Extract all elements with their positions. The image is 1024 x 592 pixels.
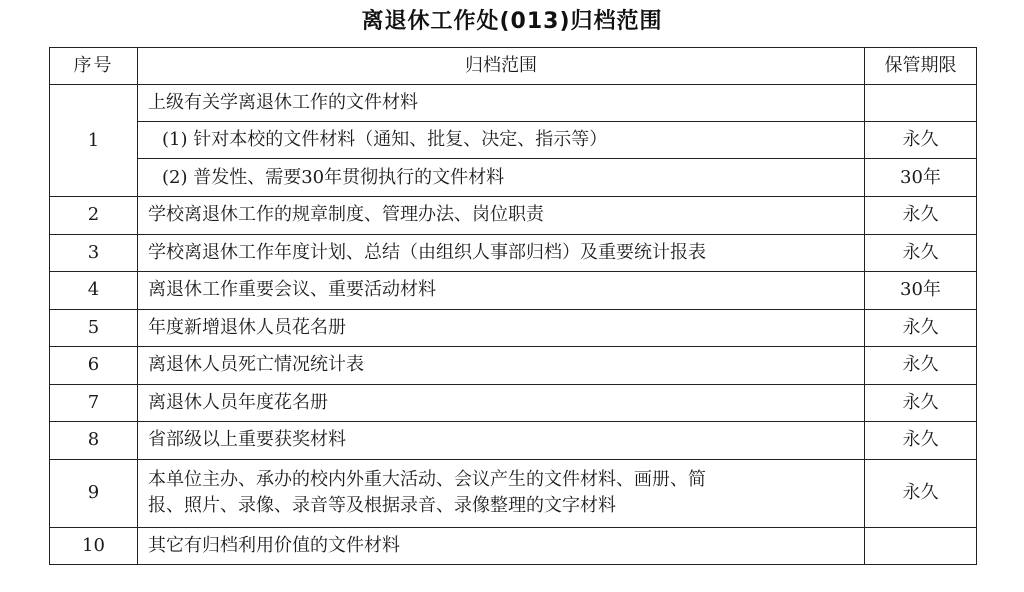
table-row [50, 85, 977, 122]
row-period: 30年 [865, 272, 977, 310]
row-number: 3 [50, 234, 138, 272]
row-scope: 年度新增退休人员花名册 [138, 309, 865, 347]
table-row [50, 384, 977, 422]
row-number: 10 [50, 527, 138, 565]
row-scope: 其它有归档利用价值的文件材料 [138, 527, 865, 565]
row-period: 永久 [865, 122, 977, 159]
table-row [50, 159, 977, 197]
row-scope: 离退休工作重要会议、重要活动材料 [138, 272, 865, 310]
table-row [50, 309, 977, 347]
table-row [50, 197, 977, 235]
header-row [50, 48, 977, 85]
row-number: 5 [50, 309, 138, 347]
table-row [50, 459, 977, 527]
row-scope: 学校离退休工作的规章制度、管理办法、岗位职责 [138, 197, 865, 235]
archive-scope-table [49, 47, 977, 565]
row-scope: 离退休人员死亡情况统计表 [138, 347, 865, 385]
row-number: 2 [50, 197, 138, 235]
row-scope: 离退休人员年度花名册 [138, 384, 865, 422]
row-scope: 学校离退休工作年度计划、总结（由组织人事部归档）及重要统计报表 [138, 234, 865, 272]
row-number: 6 [50, 347, 138, 385]
table-row [50, 272, 977, 310]
page-title: 离退休工作处(013)归档范围 [361, 9, 663, 34]
table-row [50, 422, 977, 460]
row-period: 永久 [865, 347, 977, 385]
row-period [865, 527, 977, 565]
row-scope-line: 本单位主办、承办的校内外重大活动、会议产生的文件材料、画册、简 [148, 469, 706, 490]
row-period: 永久 [865, 459, 977, 527]
table-row [50, 234, 977, 272]
header-seq: 序号 [50, 48, 138, 85]
header-scope: 归档范围 [138, 48, 865, 85]
row-period [865, 85, 977, 122]
row-period: 永久 [865, 384, 977, 422]
row-scope [138, 459, 865, 527]
row-period: 永久 [865, 309, 977, 347]
row-number: 8 [50, 422, 138, 460]
header-period: 保管期限 [865, 48, 977, 85]
row-number: 9 [50, 459, 138, 527]
row-scope: 省部级以上重要获奖材料 [138, 422, 865, 460]
row-number: 1 [50, 85, 138, 197]
row-number: 4 [50, 272, 138, 310]
row-scope-line: 报、照片、录像、录音等及根据录音、录像整理的文字材料 [148, 495, 616, 516]
row-period: 永久 [865, 234, 977, 272]
table-row [50, 122, 977, 159]
row-period: 永久 [865, 197, 977, 235]
row-number: 7 [50, 384, 138, 422]
row-scope: (2) 普发性、需要30年贯彻执行的文件材料 [162, 166, 505, 188]
table-row [50, 347, 977, 385]
row-scope: (1) 针对本校的文件材料（通知、批复、决定、指示等） [162, 129, 608, 150]
row-period: 30年 [865, 159, 977, 197]
table-row [50, 527, 977, 565]
row-scope: 上级有关学离退休工作的文件材料 [138, 85, 865, 122]
row-period: 永久 [865, 422, 977, 460]
